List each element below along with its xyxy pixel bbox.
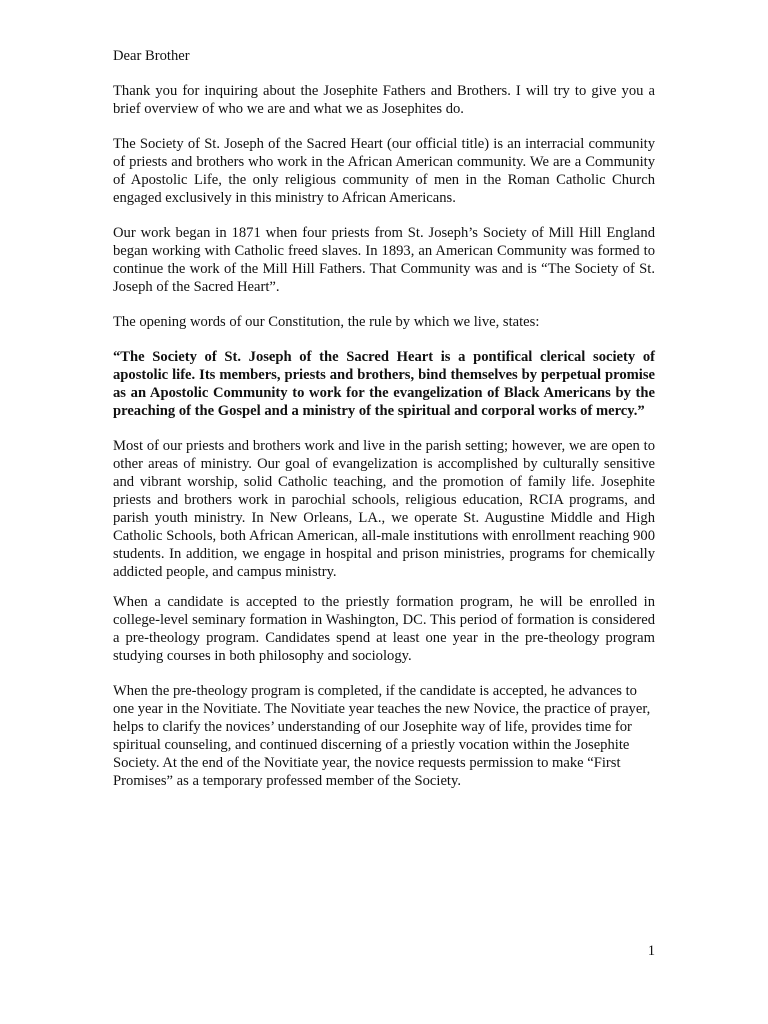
constitution-quote: “The Society of St. Joseph of the Sacred Heart is a pontifical clerical society of apostolic life. Its members, priests and brothers, bind themselves by perpetual promise as an Apostolic Community to work for the evangelization of Black Americans by the preaching of the Gospel and a ministry of the spiritual and corporal works of mercy.” bbox=[113, 349, 655, 419]
page-number: 1 bbox=[647, 943, 655, 959]
paragraph-formation: When a candidate is accepted to the priestly formation program, he will be enrolled in college-level seminary formation in Washington, DC. This period of formation is considered a pre-theology program. Candidates spend at least one year in the pre-theology program studying courses in both philosophy and sociology. bbox=[113, 594, 655, 664]
paragraph-history: Our work began in 1871 when four priests from St. Joseph’s Society of Mill Hill England began working with Catholic freed slaves. In 1893, an American Community was formed to continue the work of the Mill Hill Fathers. That Community was and is “The Society of St. Joseph of the Sacred Heart”. bbox=[113, 225, 655, 295]
paragraph-society: The Society of St. Joseph of the Sacred Heart (our official title) is an interracial community of priests and brothers who work in the African American community. We are a Community of Apostolic Life, the only religious community of men in the Roman Catholic Church engaged exclusively in this ministry to African Americans. bbox=[113, 136, 655, 206]
paragraph-ministry: Most of our priests and brothers work and live in the parish setting; however, we are open to other areas of ministry. Our goal of evangelization is accomplished by culturally sensitive and vibrant worship, solid Catholic teaching, and the promotion of family life. Josephite priests and brothers work in parochial schools, religious education, RCIA programs, and parish youth ministry. In New Orleans, LA., we operate St. Augustine Middle and High Catholic Schools, both African American, all-male institutions with enrollment reaching 900 students. In addition, we engage in hospital and prison ministries, programs for chemically addicted people, and campus ministry. bbox=[113, 438, 655, 580]
paragraph-novitiate: When the pre-theology program is completed, if the candidate is accepted, he advances to one year in the Novitiate. The Novitiate year teaches the new Novice, the practice of prayer, helps to clarify the novices’ understanding of our Josephite way of life, provides time for spiritual counseling, and continued discerning of a priestly vocation within the Josephite Society. At the end of the Novitiate year, the novice requests permission to make “First Promises” as a temporary professed member of the Society. bbox=[113, 683, 651, 789]
greeting: Dear Brother bbox=[113, 48, 190, 64]
letter-body bbox=[113, 47, 655, 807]
paragraph-intro: Thank you for inquiring about the Josephite Fathers and Brothers. I will try to give you a brief overview of who we are and what we as Josephites do. bbox=[113, 83, 655, 117]
paragraph-constitution-intro: The opening words of our Constitution, the rule by which we live, states: bbox=[113, 314, 540, 330]
